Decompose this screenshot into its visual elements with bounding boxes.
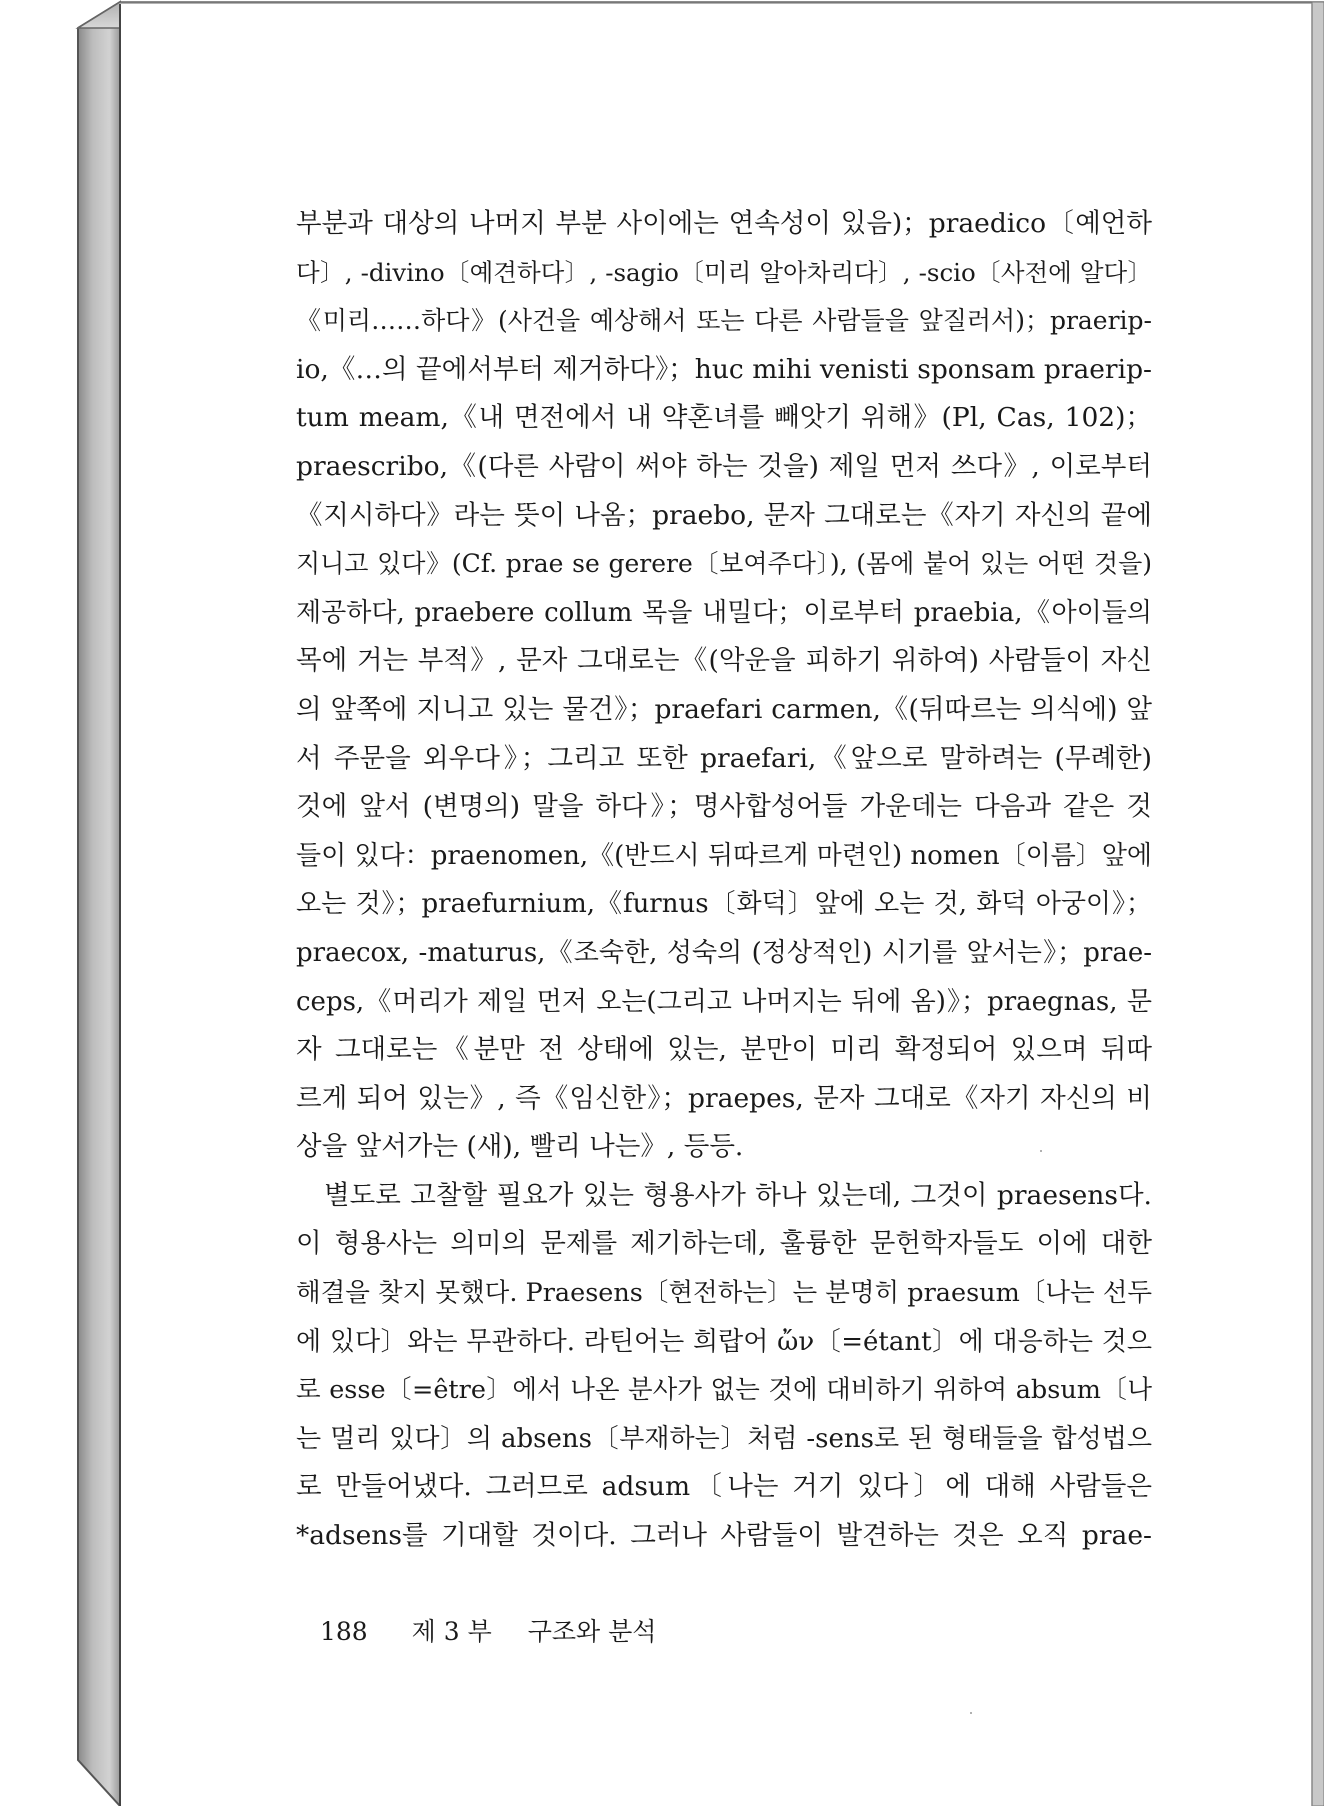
page-stack-left-edge (78, 2, 120, 1806)
text-line: 지니고 있다》(Cf. prae se gerere〔보여주다〕), (몸에 붙어 있는 어떤 것을) (296, 549, 1152, 579)
text-line: 오는 것》；praefurnium,《furnus〔화덕〕앞에 오는 것, 화덕 아궁이》； (296, 889, 1152, 920)
text-line: 로 만들어냈다. 그러므로 adsum〔나는 거기 있다〕에 대해 사람들은 (296, 1471, 1152, 1503)
text-line: praescribo,《(다른 사람이 써야 하는 것을) 제일 먼저 쓰다》, 이로부터 (296, 450, 1152, 482)
text-line: 다〕, -divino〔예견하다〕, -sagio〔미리 알아차리다〕, -scio〔사전에 알다〕 (296, 257, 1152, 287)
paragraph-first-line: 별도로 고찰할 필요가 있는 형용사가 하나 있는데, 그것이 praesens다. (324, 1179, 1152, 1211)
page-stack-right-edge (1312, 2, 1324, 1806)
text-line: 들이 있다：praenomen,《(반드시 뒤따르게 마련인) nomen〔이름〕앞에 (296, 840, 1153, 871)
text-line: 목에 거는 부적》, 문자 그대로는《(악운을 피하기 위하여) 사람들이 자신 (296, 645, 1152, 677)
page-footer (320, 1612, 656, 1652)
text-line: 서 주문을 외우다》；그리고 또한 praefari,《앞으로 말하려는 (무례한) (296, 742, 1152, 774)
text-line: 의 앞쪽에 지니고 있는 물건》；praefari carmen,《(뒤따르는 의식에) 앞 (296, 693, 1152, 725)
text-line: 《미리……하다》(사건을 예상해서 또는 다른 사람들을 앞질러서)；praerip- (296, 306, 1152, 336)
text-line: tum meam,《내 면전에서 내 약혼녀를 빼앗기 위해》(Pl, Cas, 102)； (296, 402, 1152, 434)
text-line: 제공하다, praebere collum 목을 내밀다；이로부터 praebia,《아이들의 (296, 597, 1152, 628)
paper-speck (1040, 1150, 1042, 1152)
text-line: 상을 앞서가는 (새), 빨리 나는》, 등등. (296, 1131, 744, 1163)
text-line: praecox, -maturus,《조숙한, 성숙의 (정상적인) 시기를 앞서는》；prae- (296, 937, 1152, 968)
text-line: 자 그대로는《분만 전 상태에 있는, 분만이 미리 확정되어 있으며 뒤따 (296, 1034, 1152, 1066)
text-line: io,《…의 끝에서부터 제거하다》；huc mihi venisti sponsam praerip- (296, 353, 1152, 385)
text-line: 부분과 대상의 나머지 부분 사이에는 연속성이 있음)；praedico〔예언하 (296, 208, 1152, 239)
text-line: 로 esse〔=être〕에서 나온 분사가 없는 것에 대비하기 위하여 absum〔나 (296, 1375, 1152, 1406)
text-line: 는 멀리 있다〕의 absens〔부재하는〕처럼 -sens로 된 형태들을 합성법으 (296, 1423, 1152, 1454)
text-line: *adsens를 기대할 것이다. 그러나 사람들이 발견하는 것은 오직 prae- (296, 1520, 1152, 1552)
body-text (296, 200, 1152, 1561)
text-line: 것에 앞서 (변명의) 말을 하다》；명사합성어들 가운데는 다음과 같은 것 (296, 791, 1152, 823)
paper-speck (970, 1712, 972, 1714)
part-title: 구조와 분석 (527, 1617, 657, 1646)
text-line: ceps,《머리가 제일 먼저 오는(그리고 나머지는 뒤에 옴)》；praegnas, 문 (296, 986, 1152, 1017)
text-line: 해결을 찾지 못했다. Praesens〔현전하는〕는 분명히 praesum〔나는 선두 (296, 1278, 1152, 1309)
part-label: 제 3 부 (411, 1617, 492, 1646)
text-line: 르게 되어 있는》, 즉《임신한》；praepes, 문자 그대로《자기 자신의 비 (296, 1082, 1152, 1114)
page-number: 188 (320, 1617, 368, 1646)
text-line: 에 있다〕와는 무관하다. 라틴어는 희랍어 ὤν〔=étant〕에 대응하는 것으 (296, 1326, 1152, 1357)
text-line: 《지시하다》라는 뜻이 나옴；praebo, 문자 그대로는《자기 자신의 끝에 (296, 499, 1152, 531)
text-line: 이 형용사는 의미의 문제를 제기하는데, 훌륭한 문헌학자들도 이에 대한 (296, 1228, 1152, 1260)
